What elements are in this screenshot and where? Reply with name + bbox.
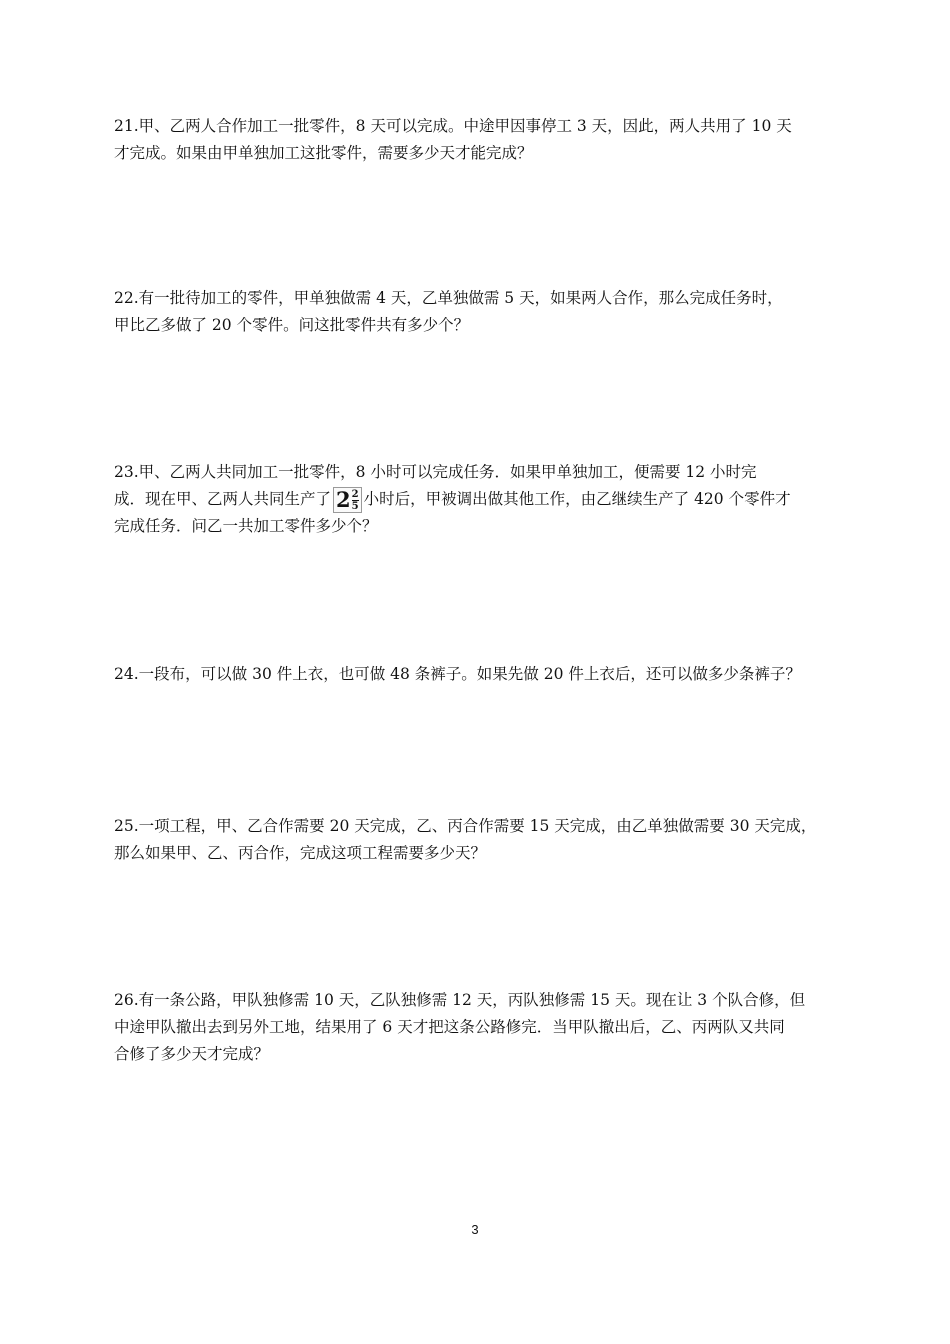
problem-25-line-1: 25.一项工程，甲、乙合作需要 20 天完成，乙、丙合作需要 15 天完成，由乙单独做需要 30 天完成， — [114, 817, 817, 835]
problem-25-line-2: 那么如果甲、乙、丙合作，完成这项工程需要多少天？ — [114, 844, 487, 862]
problem-22 — [114, 285, 854, 339]
problem-24-line-1: 24.一段布，可以做 30 件上衣，也可做 48 条裤子。如果先做 20 件上衣后，还可以做多少条裤子？ — [114, 665, 801, 683]
problem-26-line-3: 合修了多少天才完成？ — [114, 1045, 270, 1063]
problem-21-line-2: 才完成。如果由甲单独加工这批零件，需要多少天才能完成？ — [114, 144, 533, 162]
problem-21-line-1: 21.甲、乙两人合作加工一批零件，8 天可以完成。中途甲因事停工 3 天，因此，两人共用了 10 天 — [114, 117, 792, 135]
problem-21 — [114, 113, 854, 167]
problem-26 — [114, 987, 854, 1068]
fraction-denominator: 5 — [351, 500, 359, 512]
page-number: 3 — [471, 1222, 479, 1237]
mixed-fraction — [333, 487, 362, 513]
problem-24 — [114, 661, 854, 688]
problem-22-line-1: 22.有一批待加工的零件，甲单独做需 4 天，乙单独做需 5 天，如果两人合作，那么完成任务时， — [114, 289, 783, 307]
fraction-whole: 2 — [336, 487, 351, 512]
problem-25 — [114, 813, 854, 867]
problem-26-line-2: 中途甲队撤出去到另外工地，结果用了 6 天才把这条公路修完．当甲队撤出后，乙、丙两队又共同 — [114, 1018, 785, 1036]
problem-23-line-1: 23.甲、乙两人共同加工一批零件，8 小时可以完成任务．如果甲单独加工，便需要 12 小时完 — [114, 463, 757, 481]
problem-23-line-2-start: 成．现在甲、乙两人共同生产了 — [114, 490, 332, 508]
problem-23-line-2 — [114, 486, 854, 513]
fraction-numerator: 2 — [351, 488, 359, 500]
problem-23-line-3: 完成任务．问乙一共加工零件多少个？ — [114, 517, 378, 535]
problem-26-line-1: 26.有一条公路，甲队独修需 10 天，乙队独修需 12 天，丙队独修需 15 天。现在让 3 个队合修，但 — [114, 991, 806, 1009]
problem-23-line-2-end: 小时后，甲被调出做其他工作，由乙继续生产了 420 个零件才 — [363, 490, 791, 508]
problem-22-line-2: 甲比乙多做了 20 个零件。问这批零件共有多少个？ — [114, 316, 470, 334]
problem-23 — [114, 459, 854, 540]
